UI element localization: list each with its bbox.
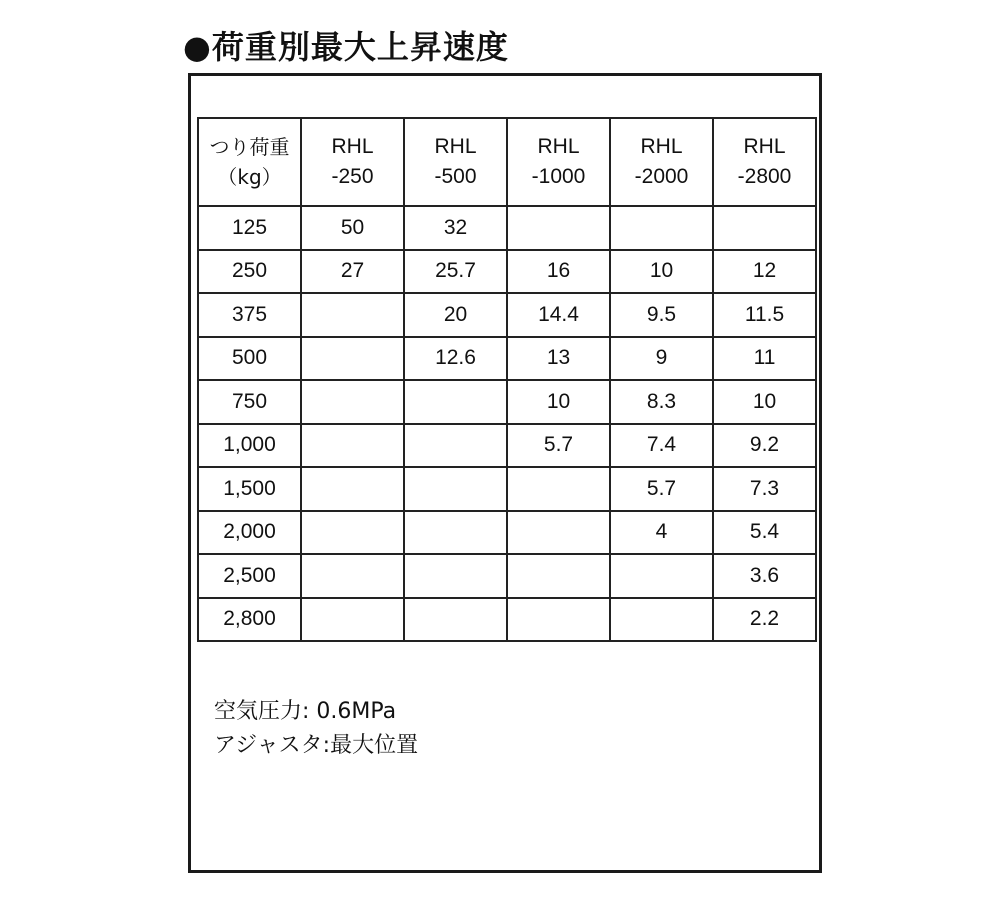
speed-cell: 2.2 [713, 598, 816, 642]
speed-cell: 14.4 [507, 293, 610, 337]
load-cell: 2,000 [198, 511, 301, 555]
speed-cell: 10 [507, 380, 610, 424]
speed-cell [507, 598, 610, 642]
table-row [198, 293, 816, 337]
speed-cell: 10 [713, 380, 816, 424]
table-row [198, 250, 816, 294]
speed-cell: 50 [301, 206, 404, 250]
speed-cell [404, 598, 507, 642]
speed-cell [610, 554, 713, 598]
adjuster-note: アジャスタ:最大位置 [214, 733, 419, 758]
page-title: ●荷重別最大上昇速度 [183, 28, 509, 66]
load-cell: 375 [198, 293, 301, 337]
speed-cell [301, 554, 404, 598]
speed-cell: 7.4 [610, 424, 713, 468]
model-series: RHL [743, 135, 786, 158]
model-column-header [713, 118, 816, 206]
speed-cell [507, 511, 610, 555]
table-row [198, 337, 816, 381]
load-header-label: つり荷重 [209, 135, 290, 159]
model-column-header [610, 118, 713, 206]
table-row [198, 206, 816, 250]
table-row [198, 467, 816, 511]
load-cell: 1,500 [198, 467, 301, 511]
speed-cell [713, 206, 816, 250]
speed-cell [507, 206, 610, 250]
speed-cell: 7.3 [713, 467, 816, 511]
speed-cell: 3.6 [713, 554, 816, 598]
speed-cell: 4 [610, 511, 713, 555]
air-pressure-note: 空気圧力: 0.6MPa [214, 699, 397, 724]
speed-cell [301, 380, 404, 424]
speed-cell: 32 [404, 206, 507, 250]
table-row [198, 554, 816, 598]
model-column-header [507, 118, 610, 206]
model-column-header [301, 118, 404, 206]
speed-cell: 9 [610, 337, 713, 381]
speed-cell: 25.7 [404, 250, 507, 294]
speed-cell: 13 [507, 337, 610, 381]
model-capacity: -250 [331, 165, 374, 188]
load-cell: 2,500 [198, 554, 301, 598]
table-row [198, 511, 816, 555]
load-cell: 750 [198, 380, 301, 424]
load-cell: 250 [198, 250, 301, 294]
load-cell: 1,000 [198, 424, 301, 468]
speed-cell: 20 [404, 293, 507, 337]
load-cell: 2,800 [198, 598, 301, 642]
table-header-row [198, 118, 816, 206]
model-capacity: -500 [434, 165, 477, 188]
table-row [198, 380, 816, 424]
speed-cell: 12 [713, 250, 816, 294]
speed-cell [404, 424, 507, 468]
speed-cell [404, 380, 507, 424]
load-cell: 125 [198, 206, 301, 250]
speed-cell [507, 467, 610, 511]
speed-cell [301, 511, 404, 555]
speed-cell: 9.2 [713, 424, 816, 468]
speed-cell: 10 [610, 250, 713, 294]
speed-cell [507, 554, 610, 598]
load-cell: 500 [198, 337, 301, 381]
speed-cell: 8.3 [610, 380, 713, 424]
speed-cell: 16 [507, 250, 610, 294]
speed-cell: 11 [713, 337, 816, 381]
speed-cell [610, 206, 713, 250]
speed-cell [404, 467, 507, 511]
speed-cell [404, 554, 507, 598]
speed-cell [404, 511, 507, 555]
speed-cell [301, 467, 404, 511]
speed-cell: 11.5 [713, 293, 816, 337]
load-header-unit: （kg） [217, 165, 282, 189]
speed-cell: 27 [301, 250, 404, 294]
model-series: RHL [331, 135, 374, 158]
speed-cell: 12.6 [404, 337, 507, 381]
speed-cell [301, 337, 404, 381]
speed-cell: 9.5 [610, 293, 713, 337]
load-column-header [198, 118, 301, 206]
table-row [198, 424, 816, 468]
model-capacity: -2800 [737, 165, 792, 188]
speed-cell [301, 598, 404, 642]
model-series: RHL [434, 135, 477, 158]
speed-cell [301, 424, 404, 468]
model-capacity: -1000 [531, 165, 586, 188]
speed-cell: 5.7 [610, 467, 713, 511]
speed-cell [610, 598, 713, 642]
speed-cell: 5.4 [713, 511, 816, 555]
table-row [198, 598, 816, 642]
speed-by-load-table [197, 117, 817, 642]
model-capacity: -2000 [634, 165, 689, 188]
model-column-header [404, 118, 507, 206]
speed-cell: 5.7 [507, 424, 610, 468]
speed-cell [301, 293, 404, 337]
conditions-notes [214, 695, 418, 763]
model-series: RHL [537, 135, 580, 158]
model-series: RHL [640, 135, 683, 158]
